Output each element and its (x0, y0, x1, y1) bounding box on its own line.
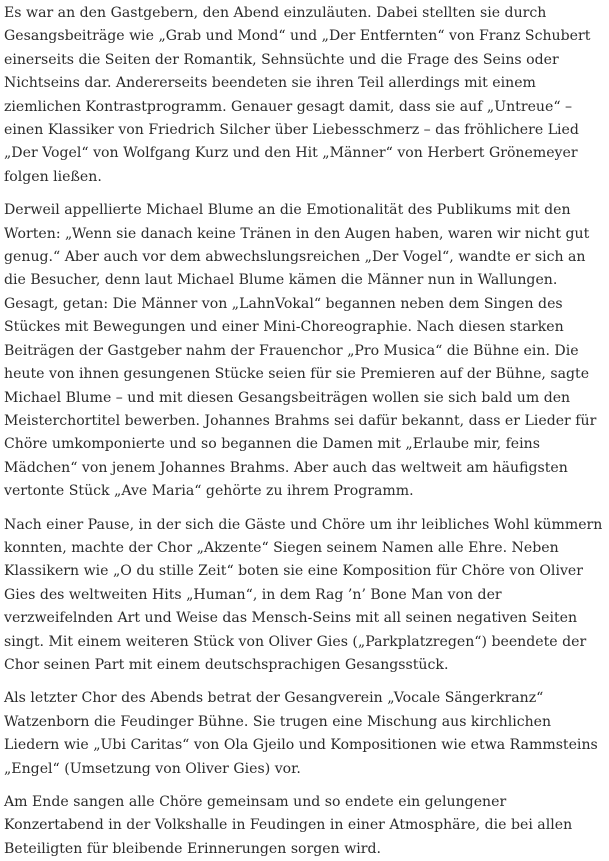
article-paragraph-4: Als letzter Chor des Abends betrat der Gesangverein „Vocale Sängerkranz“ Watzenborn die Feudinger Bühne. Sie trugen eine Mischung aus kirchlichen Liedern wie „Ubi Caritas“ von Ola Gjeilo und Kompositionen wie etwa Rammsteins „Engel“ (Umsetzung von Oliver Gies) vor. (4, 690, 598, 777)
article-paragraph-3: Nach einer Pause, in der sich die Gäste und Chöre um ihr leibliches Wohl kümmern konnten, machte der Chor „Akzente“ Siegen seinem Namen alle Ehre. Neben Klassikern wie „O du stille Zeit“ boten sie eine Komposition für Chöre von Oliver Gies des weltweiten Hits „Human“, in dem Rag ’n’ Bone Man von der verzweifelnden Art und Weise das Mensch-Seins mit all seinen negativen Seiten singt. Mit einem weiteren Stück von Oliver Gies („Parkplatzregen“) beendete der Chor seinen Part mit einem deutschsprachigen Gesangsstück. (4, 516, 603, 673)
article-paragraph-1: Es war an den Gastgebern, den Abend einzuläuten. Dabei stellten sie durch Gesangsbeiträge wie „Grab und Mond“ und „Der Entfernten“ von Franz Schubert einerseits die Seiten der Romantik, Sehnsüchte und die Frage des Seins oder Nichtseins dar. Andererseits beendeten sie ihren Teil allerdings mit einem ziemlichen Kontrastprogramm. Genauer gesagt damit, dass sie auf „Untreue“ – einen Klassiker von Friedrich Silcher über Liebesschmerz – das fröhlichere Lied „Der Vogel“ von Wolfgang Kurz und den Hit „Männer“ von Herbert Grönemeyer folgen ließen. (4, 5, 591, 185)
article-paragraph-2: Derweil appellierte Michael Blume an die Emotionalität des Publikums mit den Worten: „Wenn sie danach keine Tränen in den Augen haben, waren wir nicht gut genug.“ Aber auch vor dem abwechslungsreichen „Der Vogel“, wandte er sich an die Besucher, denn laut Michael Blume kämen die Männer nun in Wallungen. Gesagt, getan: Die Männer von „LahnVokal“ begannen neben dem Singen des Stückes mit Bewegungen und einer Mini-Choreographie. Nach diesen starken Beiträgen der Gastgeber nahm der Frauenchor „Pro Musica“ die Bühne ein. Die heute von ihnen gesungenen Stücke seien für sie Premieren auf der Bühne, sagte Michael Blume – und mit diesen Gesangsbeiträgen wollen sie sich bald um den Meisterchortitel bewerben. Johannes Brahms sei dafür bekannt, dass er Lieder für Chöre umkomponierte und so begannen die Damen mit „Erlaube mir, feins Mädchen“ von jenem Johannes Brahms. Aber auch das weltweit am häufigsten vertonte Stück „Ave Maria“ gehörte zu ihrem Programm. (4, 202, 597, 500)
article-paragraph-5: Am Ende sangen alle Chöre gemeinsam und so endete ein gelungener Konzertabend in der Volkshalle in Feudingen in einer Atmosphäre, die bei allen Beteiligten für bleibende Erinnerungen sorgen wird. (4, 794, 573, 857)
